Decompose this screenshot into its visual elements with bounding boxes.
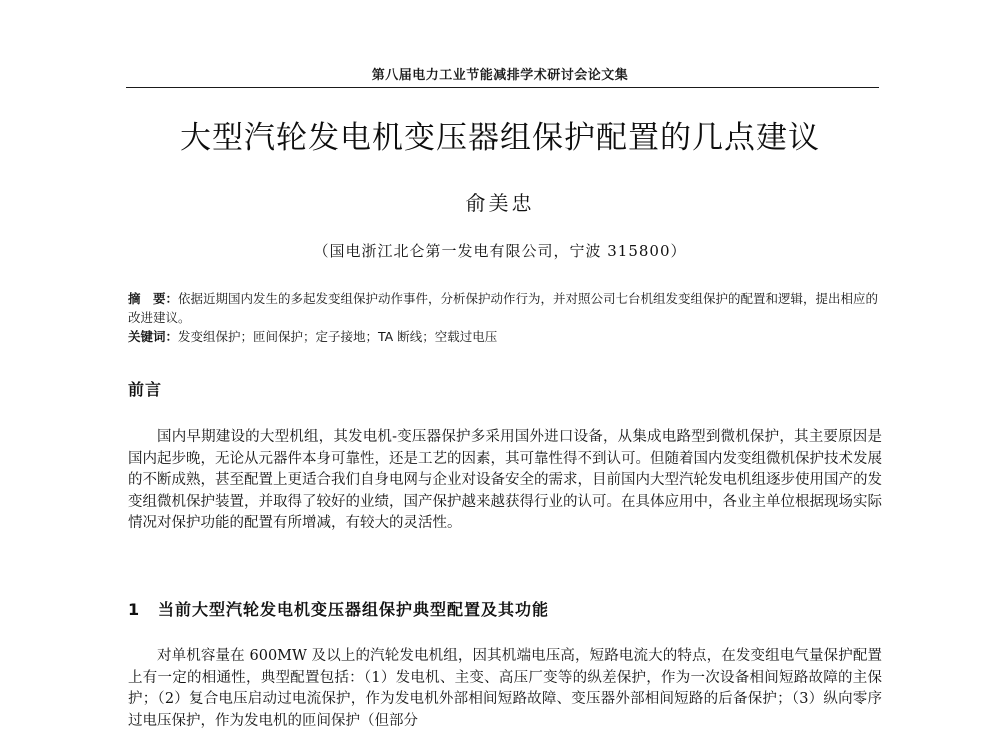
header-rule [126,87,879,88]
abstract-block [128,289,882,346]
paper-author: 俞美忠 [465,191,535,215]
section-number: 1 [128,600,141,619]
section-heading-intro [128,377,162,400]
abstract-text: 依据近期国内发生的多起发变组保护动作事件，分析保护动作行为，并对照公司七台机组发变组保护的配置和逻辑，提出相应的改进建议。 [128,291,879,325]
section-1-paragraph: 对单机容量在 600MW 及以上的汽轮发电机组，因其机端电压高，短路电流大的特点，在发变组电气量保护配置上有一定的相通性，典型配置包括：（1）发电机、主变、高压厂变等的纵差保护，作为一次设备相间短路故障的主保护；（2）复合电压启动过电流保护，作为发电机外部相间短路故障、变压器外部相间短路的后备保护；（3）纵向零序过电压保护，作为发电机的匝间保护（但部分 [128,648,882,729]
keywords-text: 发变组保护；匝间保护；定子接地；TA 断线；空载过电压 [178,329,498,344]
paper-title: 大型汽轮发电机变压器组保护配置的几点建议 [180,120,820,156]
intro-paragraph: 国内早期建设的大型机组，其发电机-变压器保护多采用国外进口设备，从集成电路型到微机保护，其主要原因是国内起步晚，无论从元器件本身可靠性，还是工艺的因素，其可靠性得不到认可。但随着国内发变组微机保护技术发展的不断成熟，甚至配置上更适合我们自身电网与企业对设备安全的需求，目前国内大型汽轮发电机组逐步使用国产的发变组微机保护装置，并取得了较好的业绩，国产保护越来越获得行业的认可。在具体应用中，各业主单位根据现场实际情况对保护功能的配置有所增减，有较大的灵活性。 [128,429,882,531]
abstract [128,289,882,327]
paper-affiliation: （国电浙江北仑第一发电有限公司，宁波 315800） [313,242,687,260]
abstract-label: 摘 要： [128,291,179,306]
section-heading-text: 前言 [128,380,163,399]
section-heading-text: 当前大型汽轮发电机变压器组保护典型配置及其功能 [158,600,550,619]
keywords [128,327,882,346]
running-header: 第八届电力工业节能减排学术研讨会论文集 [371,68,629,83]
keywords-label: 关键词： [128,329,179,344]
section-heading-1 [128,597,549,620]
